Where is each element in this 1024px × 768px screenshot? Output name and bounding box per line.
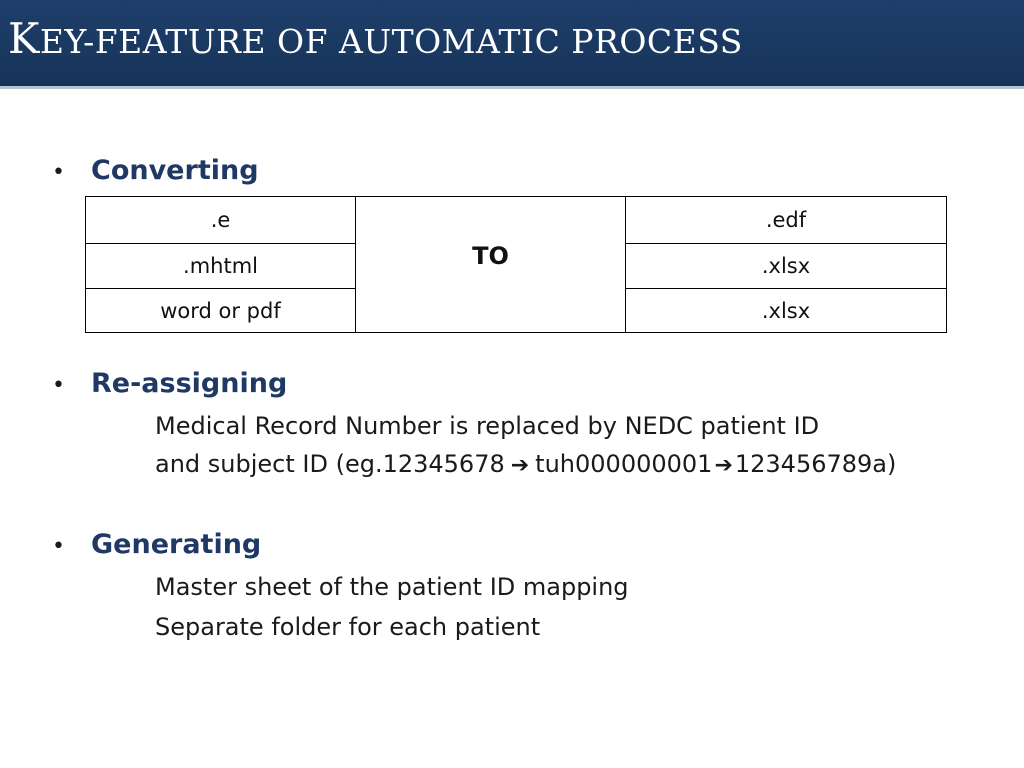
heading-reassigning: Re-assigning (91, 368, 288, 399)
slide-title (8, 14, 743, 63)
title-rest: EY-FEATURE OF AUTOMATIC PROCESS (39, 22, 743, 61)
heading-generating: Generating (91, 529, 262, 560)
from-format-cell: .mhtml (86, 244, 356, 289)
bullet-reassigning: • (52, 373, 65, 398)
title-first-letter: K (8, 14, 40, 63)
to-format-cell: .xlsx (626, 244, 947, 289)
bullet-converting: • (52, 160, 65, 185)
reassigning-line-2c: 123456789a) (734, 450, 897, 478)
to-cell: TO (356, 197, 626, 333)
conversion-table (85, 196, 947, 333)
reassigning-line-2 (155, 450, 896, 478)
arrow-right-icon: ➔ (510, 453, 530, 478)
reassigning-line-2a: and subject ID (eg.12345678 (155, 450, 505, 478)
arrow-right-icon: ➔ (714, 453, 733, 478)
reassigning-line-2b: tuh000000001 (535, 450, 713, 478)
bullet-generating: • (52, 534, 65, 559)
generating-line-1: Master sheet of the patient ID mapping (155, 573, 629, 601)
title-bar (0, 0, 1024, 89)
to-format-cell: .xlsx (626, 289, 947, 333)
table-row (86, 197, 947, 244)
to-format-cell: .edf (626, 197, 947, 244)
heading-converting: Converting (91, 155, 259, 186)
from-format-cell: .e (86, 197, 356, 244)
reassigning-line-1: Medical Record Number is replaced by NEDC patient ID (155, 412, 820, 440)
generating-line-2: Separate folder for each patient (155, 613, 541, 641)
from-format-cell: word or pdf (86, 289, 356, 333)
